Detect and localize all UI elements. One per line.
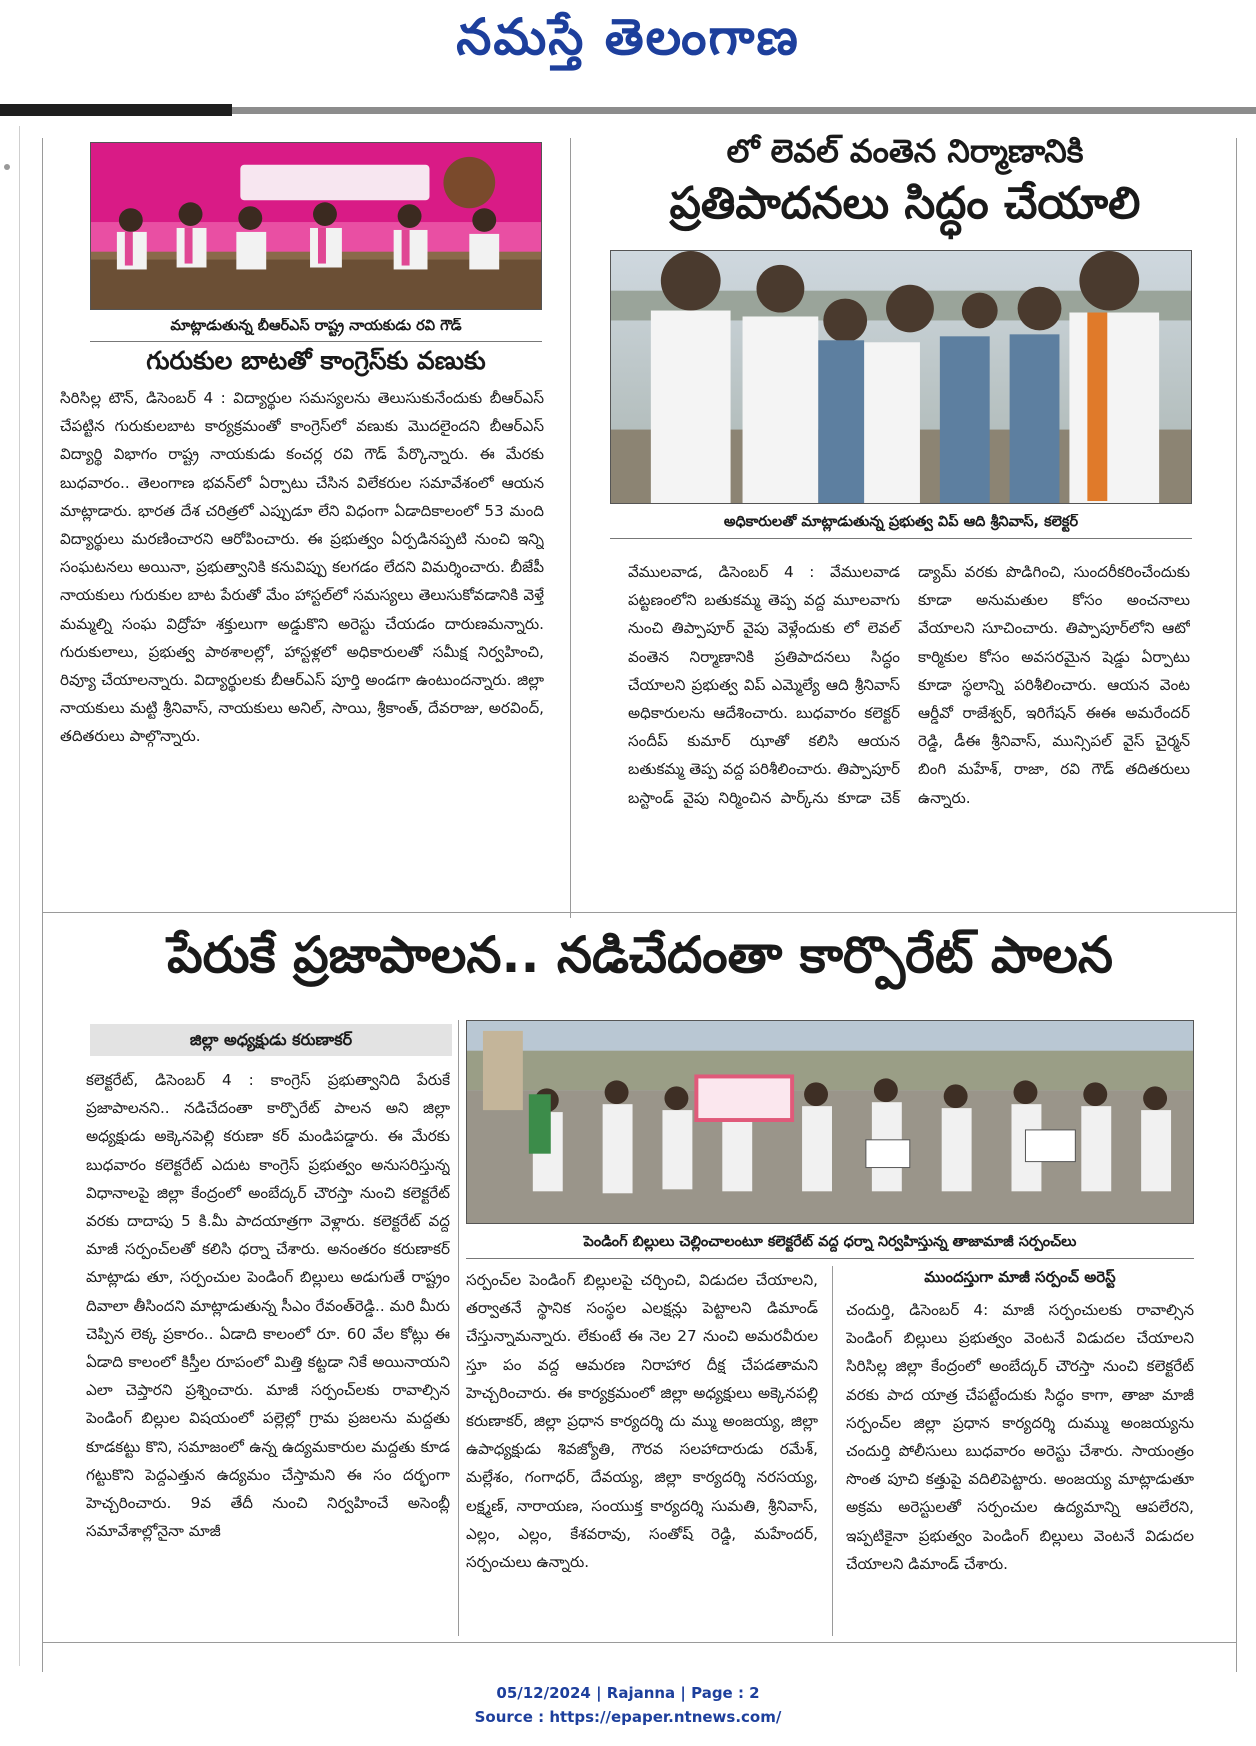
column-rule-top-middle — [570, 138, 571, 918]
caption-rule — [90, 341, 542, 342]
story-gurukula-headline: గురుకుల బాటతో కాంగ్రెస్‌కు వణుకు — [146, 346, 486, 375]
bridge-inspection-photo-art — [611, 251, 1191, 503]
column-rule-praja-2 — [832, 1266, 833, 1636]
caption-rule-dharna — [466, 1258, 1194, 1259]
story-praja-subhead: జిల్లా అధ్యక్షుడు కరుణాకర్‌ — [90, 1024, 452, 1056]
dharna-photo-art — [467, 1021, 1193, 1223]
story-arrest-subhead: ముందస్తుగా మాజీ సర్పంచ్‌ అరెస్ట్‌ — [924, 1268, 1116, 1286]
bridge-photo-caption: అధికారులతో మాట్లాడుతున్న ప్రభుత్వ విప్‌ ఆది శ్రీనివాస్‌, కలెక్టర్‌ — [723, 514, 1079, 530]
story-bridge-headline-line1: లో లెవల్‌ వంతెన నిర్మాణానికి — [726, 132, 1084, 170]
newspaper-title: నమస్తే తెలంగాణ — [456, 8, 800, 66]
dharna-photo — [466, 1020, 1194, 1224]
column-rule-left — [42, 138, 43, 1672]
header-rule-grey — [232, 107, 1256, 114]
newspaper-page — [0, 126, 1256, 1666]
dharna-photo-caption: పెండింగ్‌ బిల్లులు చెల్లించాలంటూ కలెక్టరేట్‌ వద్ద ధర్నా నిర్వహిస్తున్న తాజామాజీ సర్పంచ్‌లు — [583, 1234, 1077, 1250]
adjacent-page-edge — [0, 126, 20, 1666]
masthead — [0, 0, 1256, 100]
story-praja-body-col2: సర్పంచ్‌ల పెండింగ్‌ బిల్లులపై చర్చించి, విడుదల చేయాలని, తర్వాతనే స్థానిక సంస్థల ఎలక్షన్లు పెట్టాలని డిమాండ్‌ చేస్తున్నామన్నారు. లేకుంటే ఈ నెల 27 నుంచి అమరవీరుల స్తూ పం వద్ద ఆమరణ నిరాహార దీక్ష చేపడతామని హెచ్చరించారు. ఈ కార్యక్రమంలో జిల్లా అధ్యక్షులు అక్కెనపల్లి కరుణాకర్‌, జిల్లా ప్రధాన కార్యదర్శి దు మ్ము అంజయ్య, జిల్లా ఉపాధ్యక్షుడు శివజ్యోతి, గౌరవ సలహాదారుడు రమేశ్‌, మల్లేశం, గంగాధర్‌, దేవయ్య, జిల్లా కార్యదర్శి నరసయ్య, లక్ష్మణ్‌, నారాయణ, సంయుక్త కార్యదర్శి సుమతి, శ్రీనివాస్‌, ఎల్లం, ఎల్లం, కేశవరావు, సంతోష్‌ రెడ్డి, మహేందర్‌, సర్పంచులు ఉన్నారు. — [466, 1271, 818, 1572]
story-bridge-body: వేములవాడ, డిసెంబర్‌ 4 : వేములవాడ పట్టణంలోని బతుకమ్మ తెప్ప వద్ద మూలవాగు నుంచి తిప్పాపూర్‌ వైపు వెళ్లేందుకు లో లెవల్‌ వంతెన నిర్మాణానికి ప్రతిపాదనలు సిద్ధం చేయాలని ప్రభుత్వ విప్‌ ఎమ్మెల్యే ఆది శ్రీనివాస్‌ అధికారులను ఆదేశించారు. బుధవారం కలెక్టర్‌ సందీప్‌ కుమార్‌ ఝాతో కలిసి ఆయన బతుకమ్మ తెప్ప వద్ద పరిశీలించారు. తిప్పాపూర్‌ బస్టాండ్‌ వైపు నిర్మించిన పార్క్‌ను కూడా చెక్‌ డ్యామ్‌ వరకు పొడిగించి, సుందరీకరించేందుకు కూడా అనుమతుల కోసం అంచనాలు వేయాలని సూచించారు. తిప్పాపూర్‌లోని ఆటో కార్మికుల కోసం అవసరమైన షెడ్డు ఏర్పాటు కూడా స్థలాన్ని పరిశీలించారు. ఆయన వెంట ఆర్డీవో రాజేశ్వర్‌, ఇరిగేషన్‌ ఈఈ అమరేందర్‌ రెడ్డి, డీఈ శ్రీనివాస్‌, మున్సిపల్‌ వైస్‌ చైర్మన్‌ బింగి మహేశ్‌, రాజా, రవి గౌడ్‌ తదితరులు ఉన్నారు. — [628, 563, 1190, 807]
press-meet-photo — [90, 142, 542, 310]
caption-rule-bridge — [610, 538, 1192, 539]
story-arrest-body: చందుర్తి, డిసెంబర్‌ 4: మాజీ సర్పంచులకు రావాల్సిన పెండింగ్‌ బిల్లులు ప్రభుత్వం వెంటనే విడుదల చేయాలని సిరిసిల్ల జిల్లా కేంద్రంలో అంబేద్కర్‌ చౌరస్తా నుంచి కలెక్టరేట్‌ వరకు పాద యాత్ర చేపట్టేందుకు సిద్ధం కాగా, తాజా మాజీ సర్పంచ్‌ల జిల్లా ప్రధాన కార్యదర్శి దుమ్ము అంజయ్యను చందుర్తి పోలీసులు బుధవారం అరెస్టు చేశారు. సాయంత్రం సొంత పూచి కత్తుపై వదిలిపెట్టారు. అంజయ్య మాట్లాడుతూ అక్రమ అరెస్టులతో సర్పంచుల ఉద్యమాన్ని ఆపలేరని, ఇప్పటికైనా ప్రభుత్వం పెండింగ్‌ బిల్లులు వెంటనే విడుదల చేయాలని డిమాండ్‌ చేశారు. — [846, 1301, 1194, 1573]
bridge-inspection-photo — [610, 250, 1192, 504]
story-praja-banner-headline: పేరుకే ప్రజాపాలన.. నడిచేదంతా కార్పొరేట్‌ పాలన — [167, 926, 1113, 984]
edge-mark — [4, 164, 10, 170]
header-rule-dark — [0, 104, 232, 116]
press-meet-photo-art — [91, 143, 541, 309]
footer-meta: 05/12/2024 | Rajanna | Page : 2 — [496, 1684, 760, 1702]
story-praja-body-col1: కలెక్టరేట్‌, డిసెంబర్‌ 4 : కాంగ్రెస్‌ ప్రభుత్వానిది పేరుకే ప్రజాపాలనని.. నడిచేదంతా కార్పొరేట్‌ పాలన అని జిల్లా అధ్యక్షుడు అక్కెనపెల్లి కరుణా కర్‌ మండిపడ్డారు. ఈ మేరకు బుధవారం కలెక్టరేట్‌ ఎదుట కాంగ్రెస్‌ ప్రభుత్వం అనుసరిస్తున్న విధానాలపై జిల్లా కేంద్రంలో అంబేద్కర్‌ చౌరస్తా నుంచి కలెక్టరేట్‌ వరకు దాదాపు 5 కి.మీ పాదయాత్రగా వెళ్లారు. కలెక్టరేట్‌ వద్ద మాజీ సర్పంచ్‌లతో కలిసి ధర్నా చేశారు. అనంతరం కరుణాకర్‌ మాట్లాడు తూ, సర్పంచుల పెండింగ్‌ బిల్లులు అడుగుతే రాష్ట్రం దివాలా తీసిందని మాట్లాడుతున్న సీఎం రేవంత్‌రెడ్డి.. మరి మీరు చెప్పిన లెక్క ప్రకారం.. ఏడాది కాలంలో రూ. 60 వేల కోట్లు ఈ ఏడాది కాలంలో కిస్తీల రూపంలో మిత్తి కట్టడా నికే అయినాయని ఎలా చెప్తారని ప్రశ్నించారు. మాజీ సర్పంచ్‌లకు రావాల్సిన పెండింగ్‌ బిల్లుల విషయంలో పల్లెల్లో గ్రామ ప్రజలను మద్దతు కూడకట్టు కొని, సమాజంలో ఉన్న ఉద్యమకారుల మద్దతు కూడ గట్టుకొని పెద్దఎత్తున ఉద్యమం చేస్తామని ఈ సం దర్భంగా హెచ్చరించారు. 9వ తేదీ నుంచి నిర్వహించే అసెంబ్లీ సమావేశాల్లోనైనా మాజీ — [86, 1071, 450, 1541]
column-rule-praja-1 — [458, 1020, 459, 1636]
column-rule-right — [1236, 138, 1237, 1672]
story-gurukula-body: సిరిసిల్ల టౌన్‌, డిసెంబర్‌ 4 : విద్యార్థుల సమస్యలను తెలుసుకునేందుకు బీఆర్‌ఎస్‌ చేపట్టిన గురుకులబాట కార్యక్రమంతో కాంగ్రెస్‌లో వణుకు మొదలైందని బీఆర్‌ఎస్‌ విద్యార్థి విభాగం రాష్ట్ర నాయకుడు కంచర్ల రవి గౌడ్‌ పేర్కొన్నారు. ఈ మేరకు బుధవారం.. తెలంగాణ భవన్‌లో ఏర్పాటు చేసిన విలేకరుల సమావేశంలో ఆయన మాట్లాడారు. భారత దేశ చరిత్రలో ఎప్పుడూ లేని విధంగా ఏడాదికాలంలో 53 మంది విద్యార్థులు మరణించారని ఆరోపించారు. ఈ ప్రభుత్వం ఏర్పడినప్పటి నుంచి ఇన్ని సంఘటనలు అయినా, ప్రభుత్వానికి కనువిప్పు కలగడం లేదని విమర్శించారు. బీజేపీ నాయకులు గురుకుల బాట పేరుతో మేం హాస్టల్‌లో సమస్యలు తెలుసుకోవడానికి వెళ్తే మమ్మల్ని సంఘ విద్రోహ శక్తులుగా అడ్డుకొని అరెస్టు చేయడం దారుణమన్నారు. గురుకులాలు, ప్రభుత్వ పాఠశాలల్లో, హాస్టళ్లలో అధికారులతో సమీక్ష నిర్వహించి, రివ్యూ చేయాలన్నారు. విద్యార్థులకు బీఆర్‌ఎస్‌ పూర్తి అండగా ఉంటుందన్నారు. జిల్లా నాయకులు మట్టి శ్రీనివాస్‌, నాయకులు అనిల్‌, సాయి, శ్రీకాంత్‌, దేవరాజు, అరవింద్‌, తదితరులు పాల్గొన్నారు. — [60, 389, 544, 746]
footer-source: Source : https://epaper.ntnews.com/ — [474, 1708, 782, 1726]
press-meet-photo-caption: మాట్లాడుతున్న బీఆర్‌ఎస్‌ రాష్ట్ర నాయకుడు రవి గౌడ్‌ — [170, 318, 462, 334]
story-bridge-headline-line2: ప్రతిపాదనలు సిద్ధం చేయాలి — [669, 178, 1141, 229]
